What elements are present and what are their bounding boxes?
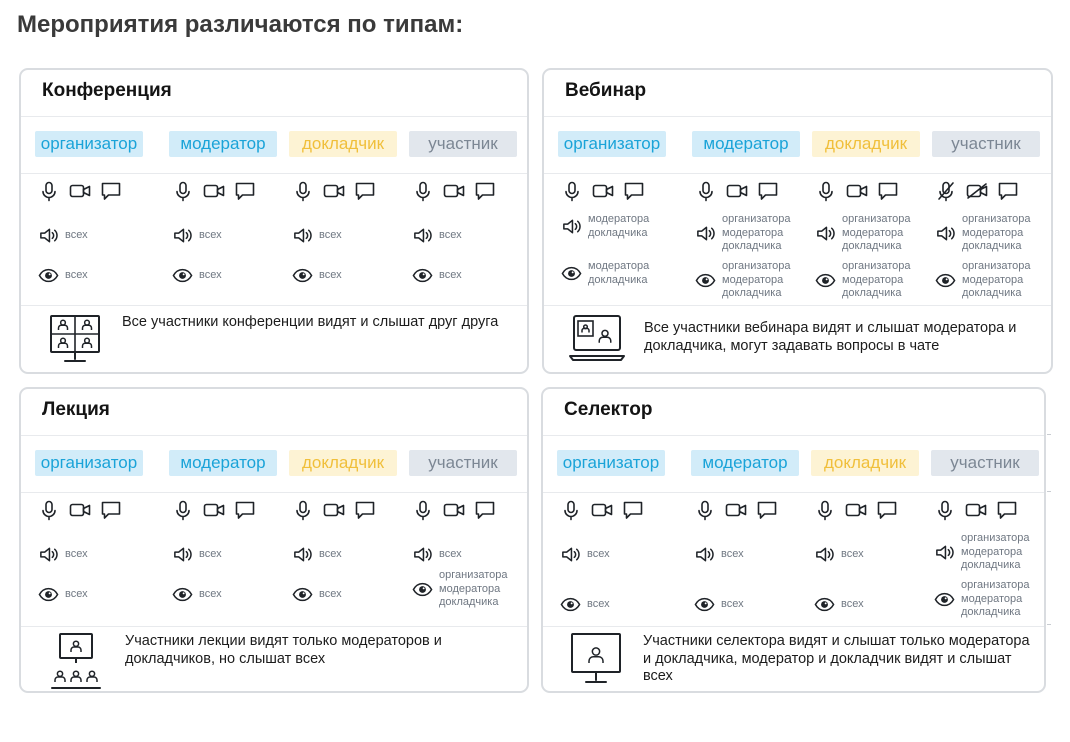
mic-icon bbox=[560, 499, 582, 521]
speaker-icon bbox=[38, 225, 59, 246]
see-row bbox=[814, 594, 864, 615]
eye-icon bbox=[172, 584, 193, 605]
eye-icon bbox=[38, 584, 59, 605]
chat-icon bbox=[474, 180, 496, 202]
camera-icon bbox=[69, 499, 91, 521]
camera-icon bbox=[69, 180, 91, 202]
hear-row bbox=[934, 532, 1030, 573]
camera-icon bbox=[323, 180, 345, 202]
target-name: всех bbox=[439, 228, 462, 241]
target-name: модератора bbox=[842, 226, 904, 239]
role-badge: модератор bbox=[692, 131, 800, 157]
conference-grid-icon bbox=[49, 314, 101, 366]
event-card-webinar bbox=[542, 68, 1053, 374]
speaker-icon bbox=[935, 223, 956, 244]
mic-icon bbox=[172, 180, 194, 202]
event-card-lecture bbox=[19, 387, 529, 693]
camera-icon bbox=[203, 180, 225, 202]
see-list bbox=[199, 269, 222, 283]
hear-list bbox=[721, 548, 744, 562]
eye-icon bbox=[560, 594, 581, 615]
card-title: Селектор bbox=[564, 399, 653, 420]
chat-icon bbox=[623, 180, 645, 202]
target-name: докладчика bbox=[962, 240, 1022, 252]
hear-row bbox=[292, 544, 342, 565]
see-list bbox=[199, 588, 222, 602]
target-name: организатора bbox=[722, 260, 791, 272]
eye-icon bbox=[412, 265, 433, 286]
capability-icons bbox=[561, 180, 645, 202]
mic-icon bbox=[814, 499, 836, 521]
mic-off-icon bbox=[935, 180, 957, 202]
speaker-icon bbox=[172, 544, 193, 565]
eye-icon bbox=[292, 265, 313, 286]
role-badge: участник bbox=[409, 131, 517, 157]
target-name: всех bbox=[841, 547, 864, 560]
capability-icons bbox=[292, 499, 376, 521]
see-list bbox=[319, 269, 342, 283]
hear-list bbox=[319, 548, 342, 562]
capability-icons bbox=[935, 180, 1019, 202]
target-name: всех bbox=[199, 547, 222, 560]
target-name: организатора bbox=[842, 213, 911, 225]
capability-icons bbox=[814, 499, 898, 521]
target-name: всех bbox=[721, 597, 744, 610]
role-badge: организатор bbox=[35, 131, 143, 157]
eye-icon bbox=[412, 579, 433, 600]
eye-icon bbox=[172, 265, 193, 286]
hear-row bbox=[292, 225, 342, 246]
target-name: модератора bbox=[961, 545, 1023, 558]
target-name: всех bbox=[721, 547, 744, 560]
mic-icon bbox=[412, 499, 434, 521]
target-name: всех bbox=[841, 597, 864, 610]
speaker-icon bbox=[815, 223, 836, 244]
see-row bbox=[815, 260, 911, 301]
see-row bbox=[292, 584, 342, 605]
lecture-audience-icon bbox=[50, 632, 102, 690]
chat-icon bbox=[756, 499, 778, 521]
hear-row bbox=[412, 544, 462, 565]
target-name: докладчика bbox=[961, 559, 1021, 571]
target-name: организатора bbox=[961, 532, 1030, 544]
card-title: Лекция bbox=[42, 399, 110, 420]
see-row bbox=[695, 260, 791, 301]
chat-icon bbox=[757, 180, 779, 202]
see-list bbox=[439, 269, 462, 283]
edge-tick bbox=[1047, 434, 1051, 435]
hear-row bbox=[561, 213, 649, 240]
target-name: всех bbox=[587, 547, 610, 560]
eye-icon bbox=[38, 265, 59, 286]
target-name: организатора bbox=[439, 569, 508, 581]
role-badge: докладчик bbox=[811, 450, 919, 476]
capability-icons bbox=[172, 499, 256, 521]
mic-icon bbox=[815, 180, 837, 202]
see-list bbox=[842, 260, 911, 301]
chat-icon bbox=[622, 499, 644, 521]
card-title: Конференция bbox=[42, 80, 172, 101]
see-list bbox=[588, 260, 649, 287]
see-row bbox=[172, 265, 222, 286]
speaker-icon bbox=[172, 225, 193, 246]
see-list bbox=[65, 588, 88, 602]
card-title: Вебинар bbox=[565, 80, 647, 101]
hear-row bbox=[412, 225, 462, 246]
see-row bbox=[292, 265, 342, 286]
target-name: докладчика bbox=[722, 287, 782, 299]
mic-icon bbox=[934, 499, 956, 521]
hear-row bbox=[935, 213, 1031, 254]
role-badge: модератор bbox=[691, 450, 799, 476]
chat-icon bbox=[354, 180, 376, 202]
hear-row bbox=[814, 544, 864, 565]
hear-list bbox=[65, 548, 88, 562]
mic-icon bbox=[694, 499, 716, 521]
eye-icon bbox=[815, 270, 836, 291]
chat-icon bbox=[234, 180, 256, 202]
capability-icons bbox=[38, 180, 122, 202]
role-badge: модератор bbox=[169, 450, 277, 476]
capability-icons bbox=[560, 499, 644, 521]
speaker-icon bbox=[934, 542, 955, 563]
camera-icon bbox=[725, 499, 747, 521]
role-badge: докладчик bbox=[289, 450, 397, 476]
target-name: модератора bbox=[588, 260, 650, 272]
role-badge: докладчик bbox=[812, 131, 920, 157]
target-name: всех bbox=[439, 268, 462, 281]
see-list bbox=[961, 579, 1030, 620]
mic-icon bbox=[561, 180, 583, 202]
hear-list bbox=[961, 532, 1030, 573]
target-name: модератора bbox=[842, 273, 904, 286]
see-row bbox=[934, 579, 1030, 620]
edge-tick bbox=[1047, 491, 1051, 492]
chat-icon bbox=[877, 180, 899, 202]
see-row bbox=[172, 584, 222, 605]
chat-icon bbox=[997, 180, 1019, 202]
role-badge: участник bbox=[931, 450, 1039, 476]
target-name: докладчика bbox=[961, 606, 1021, 618]
role-badge: организатор bbox=[558, 131, 666, 157]
speaker-icon bbox=[292, 544, 313, 565]
camera-icon bbox=[443, 499, 465, 521]
see-list bbox=[65, 269, 88, 283]
see-list bbox=[721, 598, 744, 612]
camera-icon bbox=[965, 499, 987, 521]
speaker-icon bbox=[694, 544, 715, 565]
capability-icons bbox=[412, 499, 496, 521]
see-row bbox=[38, 584, 88, 605]
speaker-icon bbox=[412, 544, 433, 565]
speaker-icon bbox=[412, 225, 433, 246]
target-name: всех bbox=[65, 268, 88, 281]
see-row bbox=[412, 265, 462, 286]
chat-icon bbox=[100, 499, 122, 521]
capability-icons bbox=[815, 180, 899, 202]
target-name: модератора bbox=[439, 582, 501, 595]
hear-list bbox=[962, 213, 1031, 254]
target-name: всех bbox=[319, 268, 342, 281]
see-row bbox=[694, 594, 744, 615]
card-description: Все участники вебинара видят и слышат модератора и докладчика, могут задавать вопросы в чате bbox=[644, 320, 1017, 354]
edge-tick bbox=[1047, 624, 1051, 625]
target-name: модератора bbox=[962, 273, 1024, 286]
target-name: докладчика bbox=[842, 287, 902, 299]
event-card-conference bbox=[19, 68, 529, 374]
see-row bbox=[38, 265, 88, 286]
hear-list bbox=[842, 213, 911, 254]
see-list bbox=[962, 260, 1031, 301]
chat-icon bbox=[996, 499, 1018, 521]
see-row bbox=[560, 594, 610, 615]
chat-icon bbox=[354, 499, 376, 521]
target-name: всех bbox=[65, 547, 88, 560]
speaker-icon bbox=[38, 544, 59, 565]
speaker-icon bbox=[695, 223, 716, 244]
hear-row bbox=[38, 225, 88, 246]
hear-list bbox=[588, 213, 649, 240]
target-name: докладчика bbox=[842, 240, 902, 252]
mic-icon bbox=[412, 180, 434, 202]
camera-off-icon bbox=[966, 180, 988, 202]
hear-row bbox=[172, 225, 222, 246]
speaker-icon bbox=[292, 225, 313, 246]
speaker-icon bbox=[560, 544, 581, 565]
chat-icon bbox=[876, 499, 898, 521]
see-row bbox=[561, 260, 649, 287]
mic-icon bbox=[172, 499, 194, 521]
hear-list bbox=[841, 548, 864, 562]
eye-icon bbox=[695, 270, 716, 291]
camera-icon bbox=[323, 499, 345, 521]
role-badge: участник bbox=[932, 131, 1040, 157]
eye-icon bbox=[292, 584, 313, 605]
see-list bbox=[722, 260, 791, 301]
hear-row bbox=[38, 544, 88, 565]
role-badge: организатор bbox=[35, 450, 143, 476]
mic-icon bbox=[695, 180, 717, 202]
target-name: организатора bbox=[842, 260, 911, 272]
mic-icon bbox=[292, 499, 314, 521]
chat-icon bbox=[234, 499, 256, 521]
hear-list bbox=[319, 229, 342, 243]
target-name: всех bbox=[587, 597, 610, 610]
eye-icon bbox=[934, 589, 955, 610]
card-description: Все участники конференции видят и слышат друг друга bbox=[122, 314, 499, 330]
hear-row bbox=[560, 544, 610, 565]
hear-row bbox=[694, 544, 744, 565]
camera-icon bbox=[592, 180, 614, 202]
eye-icon bbox=[694, 594, 715, 615]
role-badge: участник bbox=[409, 450, 517, 476]
capability-icons bbox=[292, 180, 376, 202]
card-description: Участники селектора видят и слышат только модератора и докладчика, модератор и докладчик видят и слышат всех bbox=[643, 633, 1030, 684]
target-name: докладчика bbox=[588, 226, 648, 239]
target-name: организатора bbox=[962, 260, 1031, 272]
target-name: модератора bbox=[722, 226, 784, 239]
target-name: всех bbox=[319, 228, 342, 241]
see-list bbox=[587, 598, 610, 612]
eye-icon bbox=[561, 263, 582, 284]
target-name: организатора bbox=[961, 579, 1030, 591]
event-card-selector bbox=[541, 387, 1046, 693]
hear-list bbox=[199, 229, 222, 243]
camera-icon bbox=[591, 499, 613, 521]
target-name: модератора bbox=[722, 273, 784, 286]
capability-icons bbox=[695, 180, 779, 202]
target-name: модератора bbox=[961, 592, 1023, 605]
camera-icon bbox=[845, 499, 867, 521]
target-name: всех bbox=[319, 587, 342, 600]
mic-icon bbox=[38, 180, 60, 202]
camera-icon bbox=[726, 180, 748, 202]
target-name: всех bbox=[65, 587, 88, 600]
selector-monitor-icon bbox=[568, 632, 624, 686]
chat-icon bbox=[100, 180, 122, 202]
role-badge: организатор bbox=[557, 450, 665, 476]
chat-icon bbox=[474, 499, 496, 521]
see-list bbox=[439, 569, 508, 610]
target-name: организатора bbox=[722, 213, 791, 225]
hear-list bbox=[439, 548, 462, 562]
target-name: всех bbox=[319, 547, 342, 560]
mic-icon bbox=[38, 499, 60, 521]
mic-icon bbox=[292, 180, 314, 202]
target-name: организатора bbox=[962, 213, 1031, 225]
capability-icons bbox=[172, 180, 256, 202]
speaker-icon bbox=[814, 544, 835, 565]
target-name: докладчика bbox=[722, 240, 782, 252]
hear-list bbox=[199, 548, 222, 562]
target-name: модератора bbox=[588, 213, 650, 225]
role-badge: модератор bbox=[169, 131, 277, 157]
speaker-icon bbox=[561, 216, 582, 237]
hear-row bbox=[172, 544, 222, 565]
target-name: докладчика bbox=[439, 596, 499, 608]
hear-list bbox=[722, 213, 791, 254]
see-list bbox=[841, 598, 864, 612]
hear-list bbox=[587, 548, 610, 562]
hear-row bbox=[815, 213, 911, 254]
target-name: всех bbox=[199, 268, 222, 281]
hear-list bbox=[65, 229, 88, 243]
target-name: модератора bbox=[962, 226, 1024, 239]
eye-icon bbox=[814, 594, 835, 615]
target-name: всех bbox=[199, 228, 222, 241]
camera-icon bbox=[203, 499, 225, 521]
capability-icons bbox=[412, 180, 496, 202]
card-description: Участники лекции видят только модераторов и докладчиков, но слышат всех bbox=[125, 633, 442, 667]
page-title: Мероприятия различаются по типам: bbox=[17, 11, 464, 38]
target-name: всех bbox=[199, 587, 222, 600]
target-name: всех bbox=[65, 228, 88, 241]
target-name: докладчика bbox=[962, 287, 1022, 299]
capability-icons bbox=[934, 499, 1018, 521]
hear-list bbox=[439, 229, 462, 243]
see-row bbox=[935, 260, 1031, 301]
see-list bbox=[319, 588, 342, 602]
eye-icon bbox=[935, 270, 956, 291]
role-badge: докладчик bbox=[289, 131, 397, 157]
camera-icon bbox=[443, 180, 465, 202]
see-row bbox=[412, 569, 508, 610]
capability-icons bbox=[38, 499, 122, 521]
target-name: докладчика bbox=[588, 273, 648, 286]
target-name: всех bbox=[439, 547, 462, 560]
camera-icon bbox=[846, 180, 868, 202]
webinar-laptop-icon bbox=[568, 314, 626, 362]
hear-row bbox=[695, 213, 791, 254]
capability-icons bbox=[694, 499, 778, 521]
